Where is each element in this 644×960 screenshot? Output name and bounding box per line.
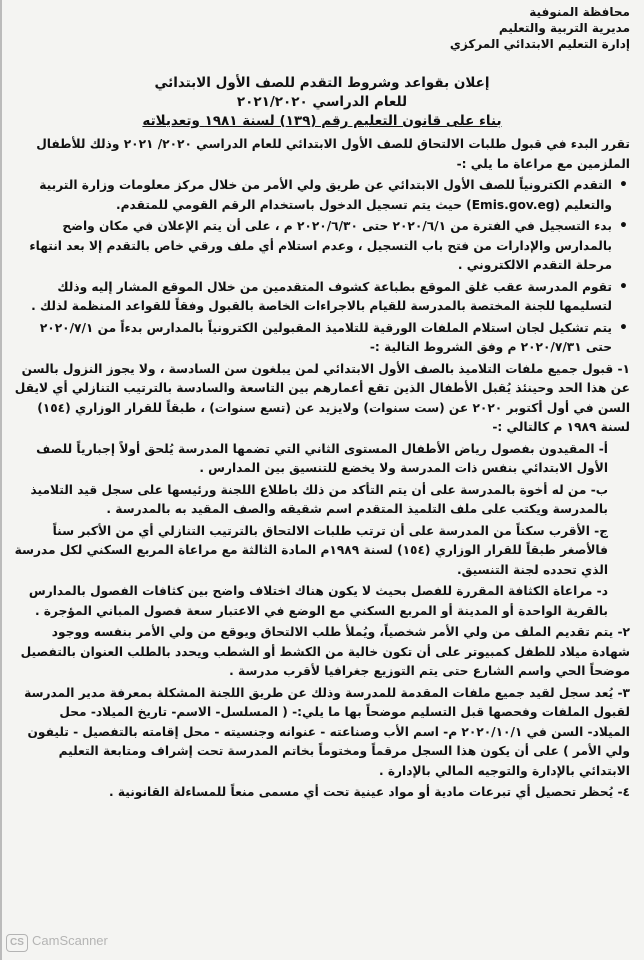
bullet-print-lists: • تقوم المدرسة عقب غلق الموقع بطباعة كشوف المتقدمين من خلال الموقع المشار إليه وذلك لتسليمها للجنة المختصة بالمدرسة للقيام بالاجراءات الخاصة بالقبول وفقاً للقواعد المنظمة لذلك . <box>14 278 630 317</box>
title-announcement: إعلان بقواعد وشروط التقدم للصف الأول الابتدائي <box>154 75 490 91</box>
item-1d-class-density: د- مراعاة الكثافة المقررة للفصل بحيث لا يكون هناك اختلاف واضح بين كثافات الفصول بالمدارس بالقرية الواحدة أو المدينة أو المربع السكني مع الوضع في الاعتبار سعة فصول المباني المؤجرة . <box>28 584 608 618</box>
item-3-registry: ٣- يُعد سجل لقيد جميع ملفات المقدمة للمدرسة وذلك عن طريق اللجنة المشكلة بمعرفة مدير المدرسة لقبول الملفات وفحصها قبل التسليم موضحاً بها ما يلي:- ( المسلسل- الاسم- تاريخ الميلاد- محل الميلاد- السن في ٢٠٢٠/١٠/١ م- اسم الأب وصناعته - عنوانه وجنسيته - محل إقامته بالتفصيل - تليفون ولي الأمر ) على أن يكون هذا السجل مرقماً ومختوماً بخاتم المدرسة تحت إشراف ومتابعة التعليم الابتدائي بالإدارة والتوجيه المالي بالإدارة . <box>24 685 630 778</box>
item-2-file-submission: ٢- يتم تقديم الملف من ولي الأمر شخصياً، ويُملأ طلب الالتحاق ويوقع من ولي الأمر بنفسه ووجود شهادة ميلاد للطفل كمبيوتر على أن تكون خالية من الكشط أو الشطب ويحدد بالطلب العنوان بالتفصيل موضحاً الحي واسم الشارع حتى يتم التوزيع جغرافيا لأقرب مدرسة . <box>20 625 630 678</box>
item-4-donations: ٤- يُحظر تحصيل أي تبرعات مادية أو مواد عينية تحت أي مسمى منعاً للمساءلة القانونية . <box>108 785 630 799</box>
camscanner-text: CamScanner <box>32 933 108 948</box>
camscanner-logo-icon: CS <box>6 934 28 952</box>
title-school-year: للعام الدراسي ٢٠٢١/٢٠٢٠ <box>236 94 408 110</box>
item-1-age-conditions: ١- قبول جميع ملفات التلاميذ بالصف الأول الابتدائي لمن يبلغون سن السادسة ، ولا يجوز النزول بالسن عن هذا الحد وحينئذ يُقبل الأطفال الذين تقع أعمارهم بين التاسعة والسادسة بالترتيب التنازلي أي لايقل السن في أول أكتوبر ٢٠٢٠ عن (ست سنوات) ولايزيد عن (تسع سنوات) ، طبقاً للقرار الوزاري (١٥٤) لسنة ١٩٨٩ م كالتالي :- <box>14 361 630 434</box>
intro-paragraph: تقرر البدء في قبول طلبات الالتحاق للصف الأول الابتدائي للعام الدراسي ٢٠٢٠/ ٢٠٢١ وذلك للأطفال الملزمين مع مراعاة ما يلي :- <box>36 137 630 171</box>
bullet-committees: • يتم تشكيل لجان استلام الملفات الورقية للتلاميذ المقبولين الكترونياً بالمدارس بدءاً من ٢٠٢٠/٧/١ حتى ٢٠٢٠/٧/٣١ م وفق الشروط التالية :- <box>14 319 630 358</box>
item-1a-kindergarten: أ- المقيدون بفصول رياض الأطفال المستوى الثاني التي تضمها المدرسة يُلحق أولاً إجبارياً للصف الأول الابتدائي بنفس ذات المدرسة ولا يخضع للتنسيق بين المدارس . <box>36 441 608 475</box>
item-1b-siblings: ب- من له أخوة بالمدرسة على أن يتم التأكد من ذلك باطلاع اللجنة ورئيسها على سجل قيد التلاميذ بالمدرسة ويكتب على ملف التلميذ المتقدم اسم شقيقه والصف المقيد به بالمدرسة . <box>30 482 608 516</box>
title-law-reference: بناء على قانون التعليم رقم (١٣٩) لسنة ١٩٨١ وتعديلاته <box>142 113 502 129</box>
header-administration: إدارة التعليم الابتدائي المركزي <box>449 37 630 51</box>
camscanner-watermark <box>6 931 108 952</box>
bullet-online-registration: • التقدم الكترونياً للصف الأول الابتدائي عن طريق ولي الأمر من خلال مركز معلومات وزارة التربية والتعليم (Emis.gov.eg) حيث يتم تسجيل الدخول باستخدام الرقم القومي للمتقدم. <box>14 176 630 215</box>
issuing-authority <box>450 4 630 52</box>
header-governorate: محافظة المنوفية <box>529 5 630 19</box>
header-directorate: مديرية التربية والتعليم <box>498 21 630 35</box>
document-titles <box>14 74 630 131</box>
item-1c-proximity: ج- الأقرب سكناً من المدرسة على أن ترتب طلبات الالتحاق بالترتيب التنازلي أي من الأكبر سناً فالأصغر طبقاً للقرار الوزاري (١٥٤) لسنة ١٩٨٩م المادة الثالثة مع مراعاة المربع السكني لكل مدرسة الذي تحدده لجنة التنسيق. <box>14 523 608 577</box>
bullet-registration-period: • بدء التسجيل في الفترة من ٢٠٢٠/٦/١ حتى ٢٠٢٠/٦/٣٠ م ، على أن يتم الإعلان في مكان واضح بالمدارس والإدارات من فتح باب التسجيل ، وعدم استلام أي ملف ورقي خاص بالتقدم إلا بعد انتهاء مرحلة التقدم الالكتروني . <box>14 217 630 276</box>
